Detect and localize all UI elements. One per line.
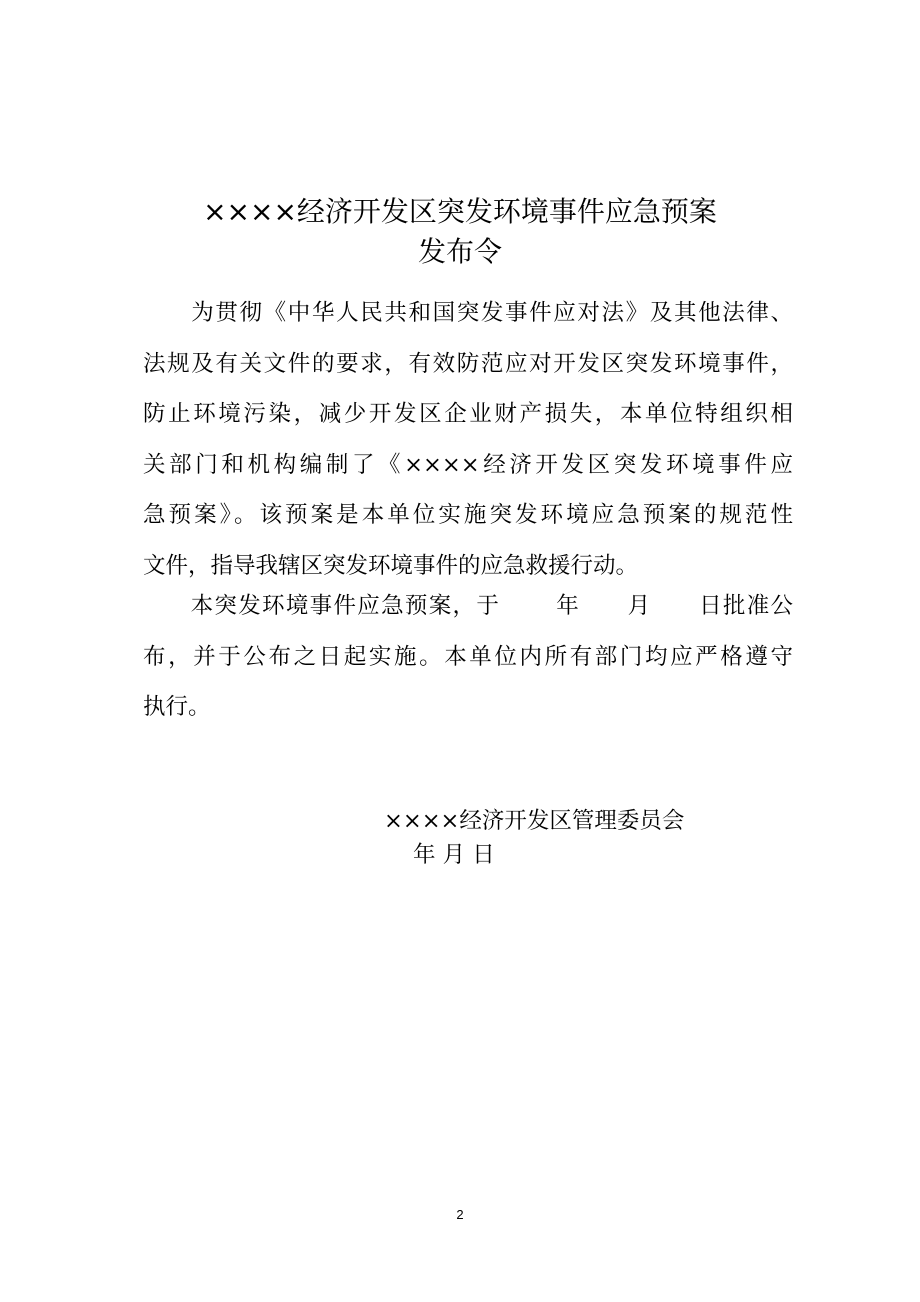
paragraph-line: 布，并于公布之日起实施。本单位内所有部门均应严格遵守 [143,643,793,670]
signature-date: 年 月 日 [413,842,495,868]
paragraph-line: 本突发环境事件应急预案，于 年 月 日批准公 [143,593,793,619]
paragraph-line: 急预案》。该预案是本单位实施突发环境应急预案的规范性 [143,502,793,528]
page-number: 2 [456,1207,464,1222]
signature-organization: ××××经济开发区管理委员会 [384,808,685,834]
document-title: ××××经济开发区突发环境事件应急预案 [203,195,717,228]
body-paragraph-2 [143,581,793,733]
paragraph-line: 文件，指导我辖区突发环境事件的应急救援行动。 [143,552,639,579]
paragraph-line: 关部门和机构编制了《××××经济开发区突发环境事件应 [143,451,793,478]
paragraph-line: 为贯彻《中华人民共和国突发事件应对法》及其他法律、 [143,300,793,326]
paragraph-line: 法规及有关文件的要求，有效防范应对开发区突发环境事件， [143,350,793,377]
paragraph-line: 执行。 [143,694,211,720]
document-subtitle: 发布令 [417,235,502,268]
paragraph-line: 防止环境污染，减少开发区企业财产损失，本单位特组织相 [143,401,793,427]
body-paragraph-1 [143,288,793,591]
